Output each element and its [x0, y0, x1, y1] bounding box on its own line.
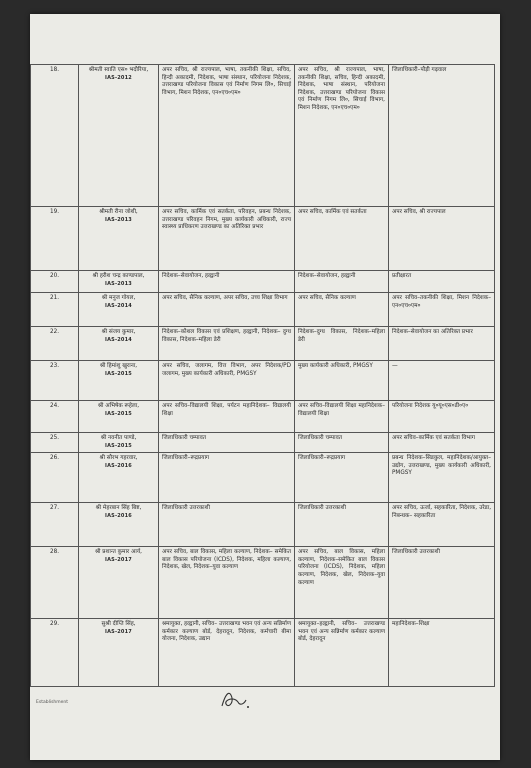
table-row: [31, 547, 495, 619]
officer-name: सुश्री दीप्ति सिंह,: [101, 621, 136, 628]
retained-post-cell: अपर सचिव, बाल विकास, महिला कल्याण, निदेशक–समेकित बाल विकास परियोजना (ICDS), निदेशक, महिला कल्याण, निदेशक, खेल, निदेशक–युवा कल्याण: [295, 547, 389, 619]
serial-number-cell: 26.: [31, 453, 79, 503]
officer-name: श्री सौरभ गहरवार,: [99, 455, 138, 462]
officer-name-cell: [79, 327, 159, 361]
retained-post-cell: जिलाधिकारी चम्पावत: [295, 433, 389, 453]
previous-post-cell: अपर सचिव–विद्यालयी शिक्षा, पर्यटन महानिदेशक– विद्यालयी शिक्षा: [159, 401, 295, 433]
previous-post-cell: जिलाधिकारी–रूद्रप्रयाग: [159, 453, 295, 503]
new-post-cell: निदेशक–सेवायोजन का अतिरिक्त प्रभार: [389, 327, 495, 361]
previous-post-cell: जिलाधिकारी उत्तरकाशी: [159, 503, 295, 547]
serial-number-cell: 20.: [31, 271, 79, 293]
new-post-cell: अपर सचिव–कार्मिक एवं सतर्कता विभाग: [389, 433, 495, 453]
officer-name-cell: [79, 619, 159, 687]
officer-name: श्रीमती स्वाति एस० भदौरिया,: [88, 67, 149, 73]
retained-post-cell: श्रमायुक्त–हल्द्वानी, सचिव– उत्तराखण्ड भवन एवं अन्य सन्निर्माण कर्मकार कल्याण बोर्ड, देहरादून: [295, 619, 389, 687]
table-row: [31, 453, 495, 503]
previous-post-cell: अपर सचिव, कार्मिक एवं सतर्कता, परिवहन, प्रबन्ध निदेशक, उत्तराखण्ड परिवहन निगम, मुख्य कार्यकारी अधिकारी, राज्य स्वास्थ्य प्राधिकरण उत्तराखण्ड का अतिरिक्त प्रभार: [159, 207, 295, 271]
table-row: [31, 271, 495, 293]
officer-batch: IAS-2015: [105, 442, 132, 449]
officer-name-cell: [79, 271, 159, 293]
previous-post-cell: अपर सचिव, जलागम, वित्त विभाग, अपर निदेशक/PD जलागम, मुख्य कार्यकारी अधिकारी, PMGSY: [159, 361, 295, 401]
previous-post-cell: निदेशक–सेवायोजन, हल्द्वानी: [159, 271, 295, 293]
signature: [218, 686, 252, 712]
new-post-cell: प्रबन्ध निदेशक–सिडकुल, महानिदेशक/आयुक्त–उद्योग, उत्तराखण्ड, मुख्य कार्यकारी अधिकारी, PMGSY: [389, 453, 495, 503]
serial-number-cell: 27.: [31, 503, 79, 547]
officer-name: श्री मेहरबान सिंह बिष्ट,: [95, 505, 142, 512]
serial-number-cell: 29.: [31, 619, 79, 687]
retained-post-cell: अपर सचिव, सैनिक कल्याण: [295, 293, 389, 327]
retained-post-cell: निदेशक–सेवायोजन, हल्द्वानी: [295, 271, 389, 293]
retained-post-cell: जिलाधिकारी–रूद्रप्रयाग: [295, 453, 389, 503]
new-post-cell: परियोजना निदेशक यू०यू०एस०डी०ए०: [389, 401, 495, 433]
officer-name: श्रीमती रीना जोशी,: [99, 209, 138, 215]
officer-batch: IAS-2014: [105, 302, 132, 309]
table-row: [31, 361, 495, 401]
new-post-cell: जिलाधिकारी उत्तरकाशी: [389, 547, 495, 619]
officer-name: श्री मनुज गोयल,: [101, 295, 136, 301]
officer-name: श्री प्रशान्त कुमार आर्य,: [95, 549, 142, 556]
new-post-cell: अपर सचिव, ऊर्जा, सहकारिता, निदेशक, उरेडा, निबन्धक– सहकारिता: [389, 503, 495, 547]
new-post-cell: प्रतीक्षारत: [389, 271, 495, 293]
previous-post-cell: अपर सचिव, बाल विकास, महिला कल्याण, निदेशक– समेकित बाल विकास परियोजना (ICDS), निदेशक, महिला कल्याण, निदेशक, खेल, निदेशक–युवा कल्याण: [159, 547, 295, 619]
table-row: [31, 619, 495, 687]
table-row: [31, 503, 495, 547]
officer-batch: IAS-2015: [105, 410, 132, 417]
officer-batch: IAS-2016: [105, 462, 132, 469]
table-body: [31, 65, 495, 687]
table-row: [31, 401, 495, 433]
table-row: [31, 327, 495, 361]
previous-post-cell: श्रमायुक्त, हल्द्वानी, सचिव– उत्तराखण्ड भवन एवं अन्य सन्निर्माण कर्मकार कल्याण बोर्ड, देहरादून, निदेशक, कर्मचारी बीमा योजना, निदेशक, उद्यान: [159, 619, 295, 687]
officer-name: श्री हिमांशु खुराना,: [99, 363, 138, 369]
new-post-cell: अपर सचिव–तकनीकी शिक्षा, मिशन निदेशक–एन०एच०एम०: [389, 293, 495, 327]
retained-post-cell: अपर सचिव–विद्यालयी शिक्षा महानिदेशक– विद्यालयी शिक्षा: [295, 401, 389, 433]
retained-post-cell: मुख्य कार्यकारी अधिकारी, PMGSY: [295, 361, 389, 401]
serial-number-cell: 23.: [31, 361, 79, 401]
new-post-cell: —: [389, 361, 495, 401]
officer-name-cell: [79, 503, 159, 547]
officer-name: श्री अभिषेक रूहेला,: [97, 403, 140, 409]
serial-number-cell: 24.: [31, 401, 79, 433]
serial-number-cell: 19.: [31, 207, 79, 271]
officer-name-cell: [79, 293, 159, 327]
new-post-cell: जिलाधिकारी–पौड़ी गढ़वाल: [389, 65, 495, 207]
officer-name-cell: [79, 453, 159, 503]
officer-name: श्री हरीश चन्द्र काण्डपाल,: [92, 273, 145, 279]
serial-number-cell: 25.: [31, 433, 79, 453]
officer-name-cell: [79, 401, 159, 433]
officer-batch: IAS-2015: [105, 370, 132, 377]
officer-name-cell: [79, 547, 159, 619]
serial-number-cell: 22.: [31, 327, 79, 361]
officer-batch: IAS-2014: [105, 336, 132, 343]
officer-name: श्री संजय कुमार,: [101, 329, 136, 335]
officer-name-cell: [79, 207, 159, 271]
table-row: [31, 207, 495, 271]
new-post-cell: अपर सचिव, श्री राज्यपाल: [389, 207, 495, 271]
document-page: [30, 14, 500, 760]
previous-post-cell: अपर सचिव, सैनिक कल्याण, अपर सचिव, उच्च शिक्षा विभाग: [159, 293, 295, 327]
serial-number-cell: 18.: [31, 65, 79, 207]
officer-name-cell: [79, 65, 159, 207]
table-row: [31, 433, 495, 453]
transfer-table: [30, 64, 495, 687]
footer-label: Establishment: [36, 700, 69, 705]
retained-post-cell: अपर सचिव, कार्मिक एवं सतर्कता: [295, 207, 389, 271]
new-post-cell: महानिदेशक–शिक्षा: [389, 619, 495, 687]
serial-number-cell: 28.: [31, 547, 79, 619]
previous-post-cell: अपर सचिव, श्री राज्यपाल, भाषा, तकनीकी शिक्षा, सचिव, हिन्दी अकादमी, निदेशक, भाषा संस्थान, परियोजना निदेशक, उत्तराखण्ड परियोजना विकास एवं निर्माण निगम लि०, सिचाई विभाग, मिशन निदेशक, एन०एच०एम०: [159, 65, 295, 207]
officer-name: श्री नवनीत पाण्डे,: [100, 435, 137, 441]
retained-post-cell: निदेशक–दुग्ध विकास, निदेशक–महिला डेरी: [295, 327, 389, 361]
retained-post-cell: अपर सचिव, श्री राज्यपाल, भाषा, तकनीकी शिक्षा, सचिव, हिन्दी अकादमी, निदेशक, भाषा संस्थान, परियोजना निदेशक, उत्तराखण्ड परियोजना विकास एवं निर्माण निगम लि०, सिचाई विभाग, मिशन निदेशक, एन०एच०एम०: [295, 65, 389, 207]
officer-batch: IAS-2013: [105, 216, 132, 223]
officer-name-cell: [79, 361, 159, 401]
officer-batch: IAS-2016: [105, 512, 132, 519]
officer-name-cell: [79, 433, 159, 453]
officer-batch: IAS-2012: [105, 74, 132, 81]
officer-batch: IAS-2017: [105, 628, 132, 635]
previous-post-cell: जिलाधिकारी चम्पावत: [159, 433, 295, 453]
table-row: [31, 293, 495, 327]
retained-post-cell: जिलाधिकारी उत्तरकाशी: [295, 503, 389, 547]
serial-number-cell: 21.: [31, 293, 79, 327]
previous-post-cell: निदेशक–कौशल विकास एवं प्रशिक्षण, हल्द्वानी, निदेशक– दुग्ध विकास, निदेशक–महिला डेरी: [159, 327, 295, 361]
officer-batch: IAS-2013: [105, 280, 132, 287]
table-row: [31, 65, 495, 207]
officer-batch: IAS-2017: [105, 556, 132, 563]
